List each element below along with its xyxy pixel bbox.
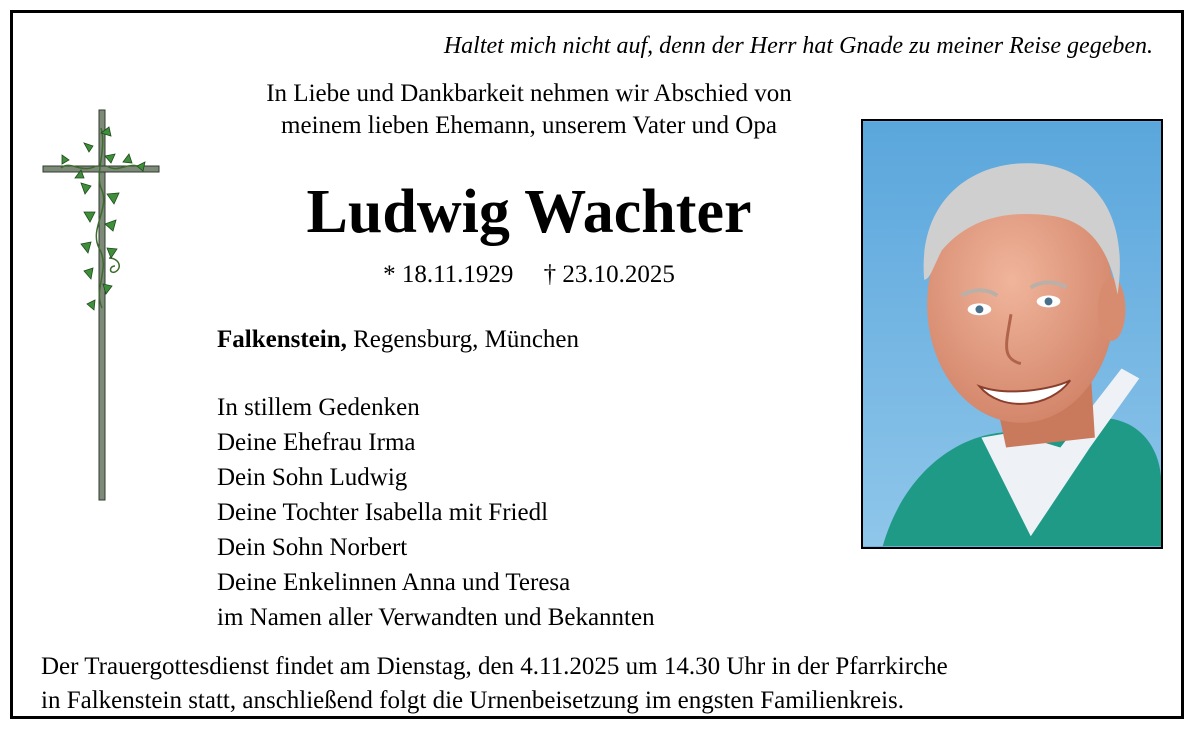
life-dates [191, 261, 867, 289]
obituary-frame [10, 10, 1184, 719]
service-info [41, 650, 948, 718]
mourner-line: Deine Ehefrau Irma [217, 429, 416, 456]
intro-line-1: In Liebe und Dankbarkeit nehmen wir Abschied von [266, 80, 792, 107]
place-rest: Regensburg, München [353, 326, 580, 353]
motto-quote: Haltet mich nicht auf, denn der Herr hat Gnade zu meiner Reise gegeben. [443, 33, 1153, 59]
deceased-name: Ludwig Wachter [306, 178, 752, 246]
portrait-photo [861, 119, 1163, 549]
mourner-line: im Namen aller Verwandten und Bekannten [217, 604, 655, 631]
mourner-line: Deine Enkelinnen Anna und Teresa [217, 569, 571, 596]
service-line-2: in Falkenstein statt, anschließend folgt die Urnenbeisetzung im engsten Familienkreis. [41, 687, 905, 714]
death-date: † 23.10.2025 [543, 261, 675, 288]
intro-line-2: meinem lieben Ehemann, unserem Vater und Opa [281, 112, 777, 139]
mourners-list [217, 390, 655, 635]
place-primary: Falkenstein, [217, 326, 347, 353]
mourner-line: Dein Sohn Ludwig [217, 464, 408, 491]
ivy-cross-icon [41, 108, 161, 503]
mourner-line: Dein Sohn Norbert [217, 534, 408, 561]
mourner-line: Deine Tochter Isabella mit Friedl [217, 499, 549, 526]
places [217, 326, 579, 354]
mourner-line: In stillem Gedenken [217, 394, 420, 421]
birth-date: * 18.11.1929 [383, 261, 514, 288]
service-line-1: Der Trauergottesdienst findet am Dienstag, den 4.11.2025 um 14.30 Uhr in der Pfarrkirche [41, 653, 948, 680]
